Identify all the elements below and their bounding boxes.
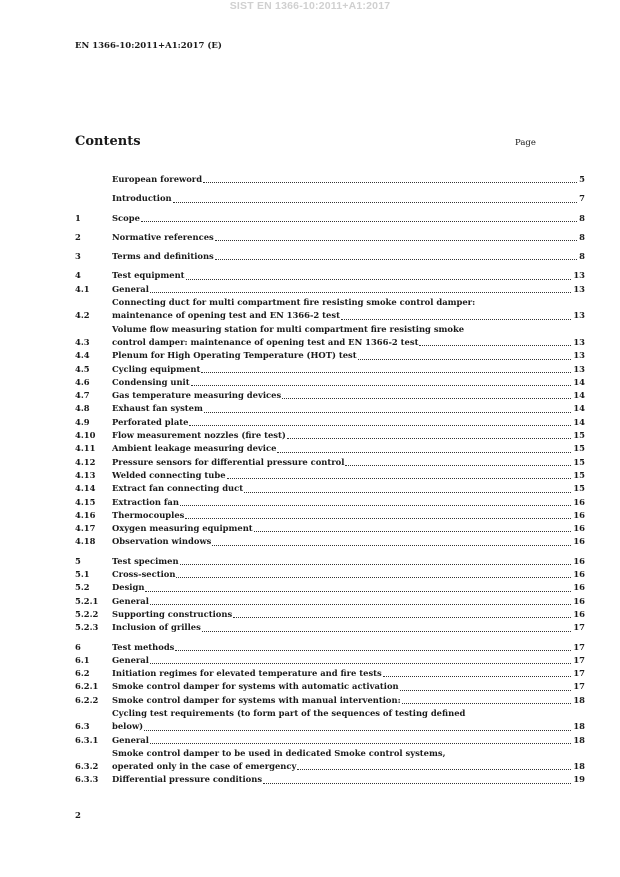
toc-entry-title: Observation windows — [112, 536, 212, 547]
toc-entry-page: 8 — [579, 251, 585, 262]
toc-entry-title: Oxygen measuring equipment — [112, 523, 253, 534]
page-column-label: Page — [515, 138, 536, 148]
dot-leader — [297, 769, 571, 770]
toc-entry-page: 13 — [573, 310, 585, 321]
toc-entry-title: Volume flow measuring station for multi compartment fire resisting smoke — [112, 323, 465, 334]
toc-entry-number: 5.2 — [75, 582, 90, 593]
toc-entry-number: 4.7 — [75, 390, 90, 401]
toc-entry-number: 4.4 — [75, 350, 90, 361]
toc-entry-title: Cycling test requirements (to form part of the sequences of testing defined — [112, 707, 466, 718]
toc-entry-number: 5.1 — [75, 569, 90, 580]
dot-leader — [186, 279, 572, 280]
toc-entry-number: 6.3.1 — [75, 734, 99, 745]
toc-entry-number: 5.2.1 — [75, 595, 99, 606]
toc-entry-page: 15 — [573, 430, 585, 441]
toc-entry[interactable] — [75, 283, 585, 296]
dot-leader — [180, 505, 571, 506]
toc-entry-title: Exhaust fan system — [112, 403, 203, 414]
toc-entry-number: 5.2.2 — [75, 608, 99, 619]
toc-entry-title: maintenance of opening test and EN 1366-2 test — [112, 310, 340, 321]
toc-entry[interactable] — [75, 192, 585, 205]
toc-entry-title: below) — [112, 721, 144, 732]
toc-entry-title: operated only in the case of emergency — [112, 761, 297, 772]
toc-entry-page: 16 — [573, 608, 585, 619]
toc-entry-page: 16 — [573, 496, 585, 507]
toc-entry[interactable] — [75, 707, 585, 734]
toc-entry-title: Smoke control damper for systems with manual intervention: — [112, 694, 401, 705]
toc-entry-page: 14 — [573, 403, 585, 414]
toc-entry-title: Cross-section — [112, 569, 176, 580]
page-number: 2 — [75, 811, 81, 821]
toc-entry-title: Ambient leakage measuring device — [112, 443, 277, 454]
toc-entry-title: Pressure sensors for differential pressure control — [112, 456, 345, 467]
toc-entry-number: 4 — [75, 270, 81, 281]
toc-entry[interactable] — [75, 323, 585, 350]
toc-entry[interactable] — [75, 376, 585, 389]
dot-leader — [150, 604, 571, 605]
toc-entry-title: Smoke control damper to be used in dedicated Smoke control systems, — [112, 747, 446, 758]
dot-leader — [282, 398, 571, 399]
toc-entry[interactable] — [75, 349, 585, 362]
toc-entry-page: 18 — [573, 721, 585, 732]
dot-leader — [358, 359, 572, 360]
dot-leader — [341, 319, 571, 320]
dot-leader — [215, 259, 577, 260]
toc-entry-title: Terms and definitions — [112, 251, 214, 262]
toc-entry-title: Extract fan connecting duct — [112, 483, 244, 494]
dot-leader — [201, 372, 571, 373]
toc-entry-page: 19 — [573, 774, 585, 785]
toc-entry[interactable] — [75, 641, 585, 654]
toc-entry-page: 17 — [573, 668, 585, 679]
toc-entry[interactable] — [75, 231, 585, 244]
dot-leader — [345, 465, 571, 466]
dot-leader — [233, 617, 571, 618]
toc-entry[interactable] — [75, 773, 585, 786]
toc-entry-title: General — [112, 654, 149, 665]
toc-entry-number: 4.18 — [75, 536, 96, 547]
toc-entry-page: 18 — [573, 694, 585, 705]
toc-entry-page: 17 — [573, 681, 585, 692]
dot-leader — [215, 240, 577, 241]
toc-entry[interactable] — [75, 482, 585, 495]
toc-entry[interactable] — [75, 581, 585, 594]
toc-entry-number: 6.1 — [75, 654, 90, 665]
toc-entry-title: European foreword — [112, 174, 203, 184]
dot-leader — [212, 545, 571, 546]
toc-entry[interactable] — [75, 250, 585, 263]
toc-entry-number: 5.2.3 — [75, 622, 99, 633]
toc-entry-title: Supporting constructions — [112, 608, 233, 619]
dot-leader — [277, 452, 571, 453]
toc-entry-page: 13 — [573, 283, 585, 294]
toc-entry-title: Gas temperature measuring devices — [112, 390, 282, 401]
toc-entry-page: 13 — [573, 336, 585, 347]
dot-leader — [150, 292, 571, 293]
toc-entry-title: Condensing unit — [112, 376, 190, 387]
toc-entry[interactable] — [75, 496, 585, 509]
toc-entry-page: 8 — [579, 212, 585, 223]
toc-entry-number: 4.9 — [75, 416, 90, 427]
toc-entry-page: 14 — [573, 376, 585, 387]
document-id: EN 1366-10:2011+A1:2017 (E) — [75, 41, 222, 51]
toc-entry-page: 18 — [573, 761, 585, 772]
watermark: SIST EN 1366-10:2011+A1:2017 — [229, 0, 391, 12]
toc-entry-number: 4.10 — [75, 430, 96, 441]
toc-entry[interactable] — [75, 667, 585, 680]
toc-entry-number: 3 — [75, 251, 81, 262]
toc-entry-title: Test methods — [112, 641, 175, 652]
toc-entry-title: Flow measurement nozzles (fire test) — [112, 430, 286, 441]
toc-entry[interactable] — [75, 363, 585, 376]
toc-entry-title: Plenum for High Operating Temperature (HOT) test — [112, 350, 357, 361]
toc-entry[interactable] — [75, 416, 585, 429]
toc-entry-page: 14 — [573, 390, 585, 401]
toc-entry-number: 4.14 — [75, 483, 96, 494]
toc-entry-number: 6.2.1 — [75, 681, 99, 692]
toc-entry-title: General — [112, 734, 149, 745]
toc-entry-page: 8 — [579, 231, 585, 242]
toc-entry[interactable] — [75, 509, 585, 522]
toc-entry-page: 15 — [573, 483, 585, 494]
toc-entry-title: Smoke control damper for systems with automatic activation — [112, 681, 399, 692]
toc-entry-number: 4.6 — [75, 376, 90, 387]
toc-entry[interactable] — [75, 694, 585, 707]
toc-entry-page: 15 — [573, 443, 585, 454]
dot-leader — [227, 478, 572, 479]
toc-entry[interactable] — [75, 212, 585, 225]
toc-entry-page: 15 — [573, 469, 585, 480]
toc-entry[interactable] — [75, 402, 585, 415]
toc-entry-number: 4.13 — [75, 469, 96, 480]
toc-entry-number: 6.3.2 — [75, 761, 99, 772]
toc-entry-title: control damper: maintenance of opening test and EN 1366-2 test — [112, 336, 419, 347]
toc-entry-page: 17 — [573, 641, 585, 652]
toc-entry-title: Introduction — [112, 193, 172, 204]
toc-entry-title: Test equipment — [112, 270, 185, 281]
dot-leader — [263, 783, 571, 784]
toc-entry-number: 6.2 — [75, 668, 90, 679]
toc-entry-number: 4.1 — [75, 283, 90, 294]
toc-entry[interactable] — [75, 269, 585, 282]
dot-leader — [400, 690, 572, 691]
toc-entry-title: Normative references — [112, 231, 214, 242]
toc-entry-page: 7 — [579, 193, 585, 204]
toc-entry-page: 5 — [579, 174, 585, 184]
toc-entry[interactable] — [75, 173, 585, 186]
dot-leader — [419, 345, 571, 346]
toc-entry-number: 4.15 — [75, 496, 96, 507]
toc-entry[interactable] — [75, 555, 585, 568]
dot-leader — [191, 385, 572, 386]
toc-entry-number: 4.5 — [75, 363, 90, 374]
toc-entry-title: Cycling equipment — [112, 363, 201, 374]
dot-leader — [203, 182, 577, 183]
toc-entry-page: 16 — [573, 523, 585, 534]
toc-entry-title: Scope — [112, 212, 140, 223]
toc-entry[interactable] — [75, 680, 585, 693]
dot-leader — [185, 518, 571, 519]
toc-entry-page: 16 — [573, 536, 585, 547]
toc-entry-number: 4.2 — [75, 310, 90, 321]
toc-entry[interactable] — [75, 522, 585, 535]
toc-entry-title: Thermocouples — [112, 509, 185, 520]
dot-leader — [141, 221, 577, 222]
toc-entry-number: 5 — [75, 555, 81, 566]
dot-leader — [402, 703, 572, 704]
dot-leader — [204, 412, 571, 413]
toc-entry-number: 6.3 — [75, 721, 90, 732]
toc-entry-title: Inclusion of grilles — [112, 622, 201, 633]
toc-entry-page: 13 — [573, 350, 585, 361]
dot-leader — [144, 730, 571, 731]
toc-entry-number: 1 — [75, 212, 81, 223]
dot-leader — [254, 531, 572, 532]
dot-leader — [202, 631, 572, 632]
toc-entry-page: 16 — [573, 595, 585, 606]
toc-entry-page: 16 — [573, 509, 585, 520]
toc-entry[interactable] — [75, 595, 585, 608]
toc-entry[interactable] — [75, 654, 585, 667]
toc-entry-number: 6 — [75, 641, 81, 652]
toc-entry[interactable] — [75, 442, 585, 455]
dot-leader — [150, 743, 571, 744]
dot-leader — [175, 650, 571, 651]
toc-entry-number: 4.3 — [75, 336, 90, 347]
toc-entry-title: General — [112, 283, 149, 294]
toc-entry-title: Test specimen — [112, 555, 179, 566]
toc-entry-page: 15 — [573, 456, 585, 467]
dot-leader — [180, 564, 572, 565]
toc-entry-number: 4.11 — [75, 443, 96, 454]
toc-entry-number: 2 — [75, 231, 81, 242]
toc-entry-title: Extraction fan — [112, 496, 179, 507]
toc-entry[interactable] — [75, 389, 585, 402]
toc-entry[interactable] — [75, 429, 585, 442]
toc-entry-title: Initiation regimes for elevated temperature and fire tests — [112, 668, 382, 679]
toc-entry[interactable] — [75, 296, 585, 323]
toc-entry-page: 14 — [573, 416, 585, 427]
toc-entry-page: 18 — [573, 734, 585, 745]
toc-entry-number: 6.3.3 — [75, 774, 99, 785]
table-of-contents — [75, 173, 585, 787]
toc-entry-number: 4.17 — [75, 523, 96, 534]
dot-leader — [244, 492, 571, 493]
toc-entry-page: 13 — [573, 270, 585, 281]
toc-entry[interactable] — [75, 734, 585, 747]
toc-entry[interactable] — [75, 469, 585, 482]
toc-entry[interactable] — [75, 456, 585, 469]
dot-leader — [189, 425, 571, 426]
toc-entry[interactable] — [75, 568, 585, 581]
toc-entry-page: 16 — [573, 555, 585, 566]
toc-entry-number: 4.8 — [75, 403, 90, 414]
toc-entry[interactable] — [75, 747, 585, 774]
toc-entry-page: 16 — [573, 569, 585, 580]
dot-leader — [176, 577, 571, 578]
toc-entry-page: 13 — [573, 363, 585, 374]
dot-leader — [150, 663, 571, 664]
dot-leader — [287, 438, 572, 439]
toc-entry[interactable] — [75, 535, 585, 548]
toc-entry-title: Connecting duct for multi compartment fire resisting smoke control damper: — [112, 297, 476, 308]
toc-entry-page: 17 — [573, 622, 585, 633]
dot-leader — [145, 591, 571, 592]
toc-entry-title: General — [112, 595, 149, 606]
toc-entry-number: 4.16 — [75, 509, 96, 520]
page-title: Contents — [75, 134, 141, 149]
toc-entry-title: Perforated plate — [112, 416, 189, 427]
toc-entry-number: 6.2.2 — [75, 694, 99, 705]
toc-entry-title: Design — [112, 582, 145, 593]
toc-entry-page: 16 — [573, 582, 585, 593]
toc-entry[interactable] — [75, 608, 585, 621]
toc-entry-number: 4.12 — [75, 456, 96, 467]
dot-leader — [173, 202, 578, 203]
toc-entry-page: 17 — [573, 654, 585, 665]
toc-entry-title: Differential pressure conditions — [112, 774, 263, 785]
toc-entry[interactable] — [75, 621, 585, 634]
toc-entry-title: Welded connecting tube — [112, 469, 226, 480]
dot-leader — [383, 676, 572, 677]
